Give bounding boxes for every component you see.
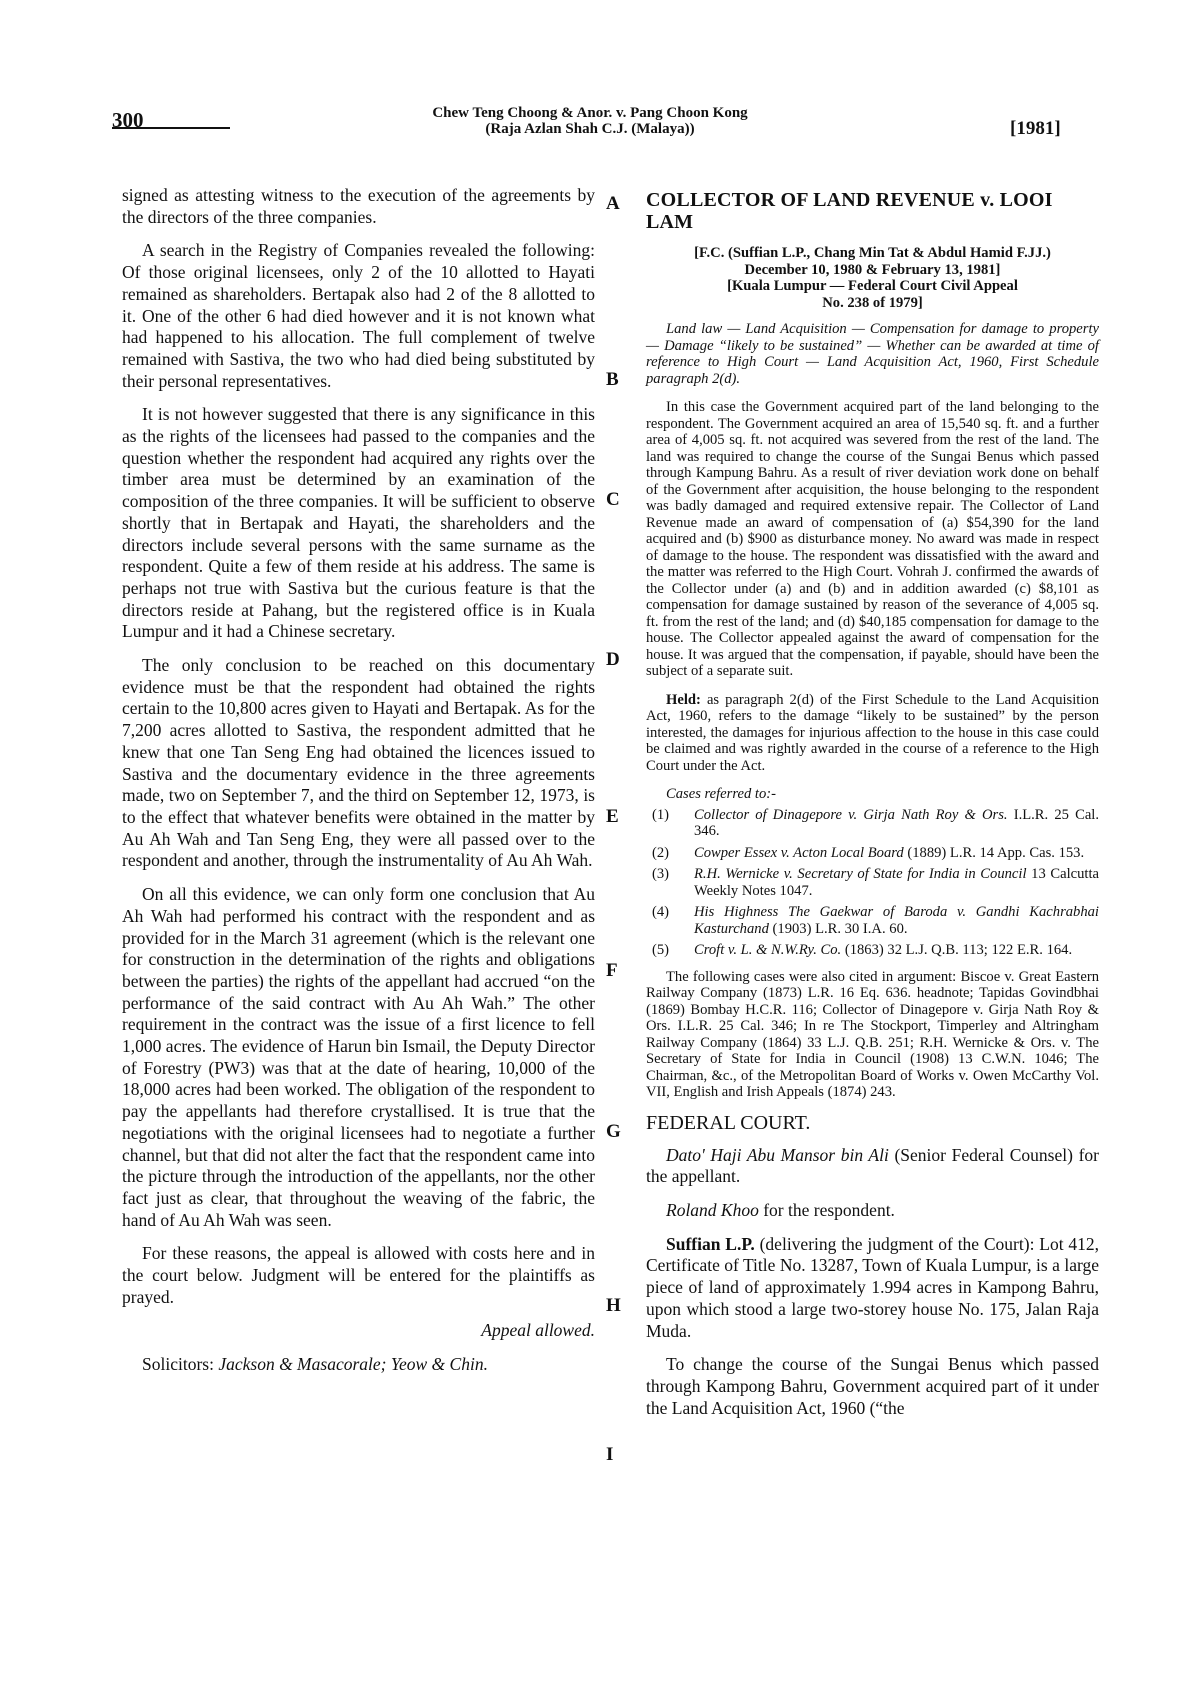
right-column — [646, 190, 1099, 1431]
judgment-paragraph-1: Suffian L.P. (delivering the judgment of the Court): Lot 412, Certificate of Title No. 13287, Town of Kuala Lumpur, is a large piece of land of approximately 1.994 acres in Kampong Bahru, upon which stood a large two-storey house No. 175, Jalan Raja Muda. — [646, 1233, 1099, 1341]
left-paragraph-5: On all this evidence, we can only form one conclusion that Au Ah Wah had performed his contract with the respondent and as provided for in the March 31 agreement (which is the relevant one for construction in the determination of the rights and obligations between the parties) the rights of the appellant had accrued “on the performance of the said contract with Au Ah Wah.” The other requirement in the contract was the issue of a first licence to fell 1,000 acres. The evidence of Harun bin Ismail, the Deputy Director of Forestry (PW3) was that at the date of hearing, 10,000 of the 18,000 acres had been worked. The obligation of the respondent to pay the appellants had therefore crystallised. It is true that the negotiations with the original licensees had to negotiate a further channel, but that did not alter the fact that the respondent came into the picture through the introduction of the appellants, nor the other fact just as clear, that throughout the weaving of the fabric, the hand of Au Ah Wah was seen. — [122, 884, 595, 1230]
list-item — [646, 866, 1099, 899]
counsel-respondent-name: Roland Khoo — [666, 1200, 759, 1221]
header-rule — [112, 127, 230, 129]
case-citation: Croft v. L. & N.W.Ry. Co. (1863) 32 L.J. Q.B. 113; 122 E.R. 164. — [694, 942, 1073, 959]
counsel-appellant: Dato' Haji Abu Mansor bin Ali (Senior Federal Counsel) for the appellant. — [646, 1144, 1099, 1187]
counsel-respondent: Roland Khoo for the respondent. — [666, 1200, 895, 1221]
running-title — [360, 105, 820, 137]
coram: [F.C. (Suffian L.P., Chang Min Tat & Abdul Hamid F.JJ.) — [694, 245, 1051, 262]
case-citation: Collector of Dinagepore v. Girja Nath Roy & Ors. I.L.R. 25 Cal. 346. — [694, 806, 1099, 840]
cases-referred-list — [646, 807, 1099, 959]
margin-letter-d: D — [606, 649, 620, 670]
held-label: Held: — [666, 691, 701, 708]
held — [646, 692, 1099, 775]
case-number: No. 238 of 1979] — [822, 294, 923, 311]
left-paragraph-6: For these reasons, the appeal is allowed with costs here and in the court below. Judgment will be entered for the plaintiffs as prayed. — [122, 1243, 595, 1307]
appeal-result: Appeal allowed. — [481, 1320, 595, 1341]
margin-letter-g: G — [606, 1121, 621, 1142]
judgment-paragraph-2: To change the course of the Sungai Benus which passed through Kampong Bahru, Government acquired part of it under the Land Acquisition Act, 1960 (“the — [646, 1354, 1099, 1418]
case-number-label: (2) — [652, 844, 670, 861]
margin-letter-h: H — [606, 1295, 621, 1316]
coram-block — [646, 245, 1099, 311]
margin-letter-c: C — [606, 489, 620, 510]
margin-letter-b: B — [606, 369, 619, 390]
section-heading: FEDERAL COURT. — [646, 1111, 811, 1134]
list-item — [646, 942, 1099, 959]
list-item — [646, 904, 1099, 937]
held-text: as paragraph 2(d) of the First Schedule to the Land Acquisition Act, 1960, refers to the damage “likely to be sustained” by the person interested, the damages for injurious affection to the house in this case could be claimed and was rightly awarded in the course of a reference to the High Court under the Act. — [646, 691, 1099, 774]
margin-letter-a: A — [606, 193, 620, 214]
case-citation: His Highness The Gaekwar of Baroda v. Gandhi Kachrabhai Kasturchand (1903) L.R. 30 I.A. 60. — [694, 904, 1099, 937]
left-column — [122, 185, 595, 1388]
margin-letter-f: F — [606, 960, 618, 981]
case-citation: R.H. Wernicke v. Secretary of State for India in Council 13 Calcutta Weekly Notes 1047. — [694, 866, 1099, 899]
cases-referred-label: Cases referred to:- — [666, 786, 776, 803]
left-paragraph-2: A search in the Registry of Companies revealed the following: Of those original licensees, only 2 of the 10 allotted to Hayati remained as shareholders. Bertapak also had 2 of the 8 allotted to it. One of the other 6 had died however and it is not known what had happened to his allocation. The full complement of twelve remained with Sastiva, the two who had died being substituted by their personal representatives. — [122, 240, 595, 391]
catchwords: Land law — Land Acquisition — Compensation for damage to property — Damage “likely to be sustained” — Whether can be awarded at time of reference to High Court — Land Acquisition Act, 1960, First Schedule paragraph 2(d). — [646, 321, 1099, 387]
judgment-judge: Suffian L.P. — [666, 1233, 755, 1254]
case-number-label: (1) — [652, 806, 670, 823]
running-title-line2: (Raja Azlan Shah C.J. (Malaya)) — [485, 121, 695, 137]
court-name: [Kuala Lumpur — Federal Court Civil Appeal — [727, 278, 1018, 295]
solicitors-names: Jackson & Masacorale; Yeow & Chin. — [218, 1354, 488, 1375]
case-citation: Cowper Essex v. Acton Local Board (1889) L.R. 14 App. Cas. 153. — [694, 844, 1085, 861]
hearing-dates: December 10, 1980 & February 13, 1981] — [744, 261, 1001, 278]
left-paragraph-3: It is not however suggested that there is any significance in this as the rights of the licensees had passed to the companies and the question whether the respondent had acquired any rights over the timber area must be determined by an examination of the composition of the three companies. It will be sufficient to observe shortly that in Bertapak and Hayati, the shareholders and the directors include several persons with the same surname as the respondent. Quite a few of them reside at his address. The same is perhaps not true with Sastiva but the curious feature is that the directors reside at Pahang, but the registered office is in Kuala Lumpur and it had a Chinese secretary. — [122, 404, 595, 642]
solicitors-line — [122, 1354, 595, 1376]
case-number-label: (4) — [652, 904, 670, 921]
left-paragraph-4: The only conclusion to be reached on this documentary evidence must be that the respondent had obtained the rights certain to the 10,800 acres given to Hayati and Bertapak. As for the 7,200 acres allotted to Sastiva, the respondent admitted that he knew that one Tan Seng Eng had obtained the licences issued to Sastiva and the documentary evidence in the three agreements made, two on September 7, and the third on September 12, 1973, is to the effect that whatever benefits were obtained in the matter by Au Ah Wah and Tan Seng Eng, they were all passed over to the respondent and another, through the instrumentality of Au Ah Wah. — [122, 655, 595, 871]
left-paragraph-1: signed as attesting witness to the execution of the agreements by the directors of the three companies. — [122, 185, 595, 227]
list-item — [646, 845, 1099, 862]
report-year: [1981] — [1010, 118, 1061, 139]
page-number: 300 — [112, 108, 144, 132]
case-title: COLLECTOR OF LAND REVENUE v. LOOI LAM — [646, 189, 1053, 233]
solicitors-label: Solicitors: — [142, 1354, 214, 1375]
margin-letter-e: E — [606, 806, 619, 827]
case-number-label: (5) — [652, 942, 670, 959]
headnote: In this case the Government acquired part of the land belonging to the respondent. The Government acquired an area of 15,540 sq. ft. and a further area of 4,005 sq. ft. not acquired was severed from the rest of the land. The land was required to change the course of the Sungai Benus which passed through Kampung Bahru. As a result of river deviation work done on behalf of the Government after acquisition, the house belonging to the respondent was badly damaged and required extensive repair. The Collector of Land Revenue made an award of compensation of (a) $54,390 for the land acquired and (b) $900 as disturbance money. No award was made in respect of damage to the house. The respondent was dissatisfied with the award and the matter was referred to the High Court. Vohrah J. confirmed the awards of the Collector under (a) and (b) and in addition awarded (c) $8,101 as compensation for damage sustained by reason of the severance of 4,005 sq. ft. from the rest of the land; and (d) $40,185 compensation for damage to the house. The Collector appealed against the award of compensation for the house. It was argued that the compensation, if payable, should have been the subject of a separate suit. — [646, 399, 1099, 680]
case-number-label: (3) — [652, 866, 670, 883]
also-cited: The following cases were also cited in argument: Biscoe v. Great Eastern Railway Company (1873) L.R. 16 Eq. 636. headnote; Tapidas Govindbhai (1869) Bombay H.C.R. 116; Collector of Dinagepore v. Girja Nath Roy & Ors. I.L.R. 25 Cal. 346; In re The Stockport, Timperley and Altringham Railway Company (1864) 33 L.J. Q.B. 251; R.H. Wernicke & Ors. v. The Secretary of State for India in Council (1908) 13 C.W.N. 1046; The Chairman, &c., of the Metropolitan Board of Works v. Owen McCarthy Vol. VII, English and Irish Appeals (1874) 243. — [646, 968, 1099, 1101]
list-item — [646, 807, 1099, 840]
counsel-appellant-name: Dato' Haji Abu Mansor bin Ali — [666, 1144, 889, 1165]
running-title-line1: Chew Teng Choong & Anor. v. Pang Choon Kong — [432, 105, 748, 121]
margin-letter-i: I — [606, 1444, 614, 1465]
